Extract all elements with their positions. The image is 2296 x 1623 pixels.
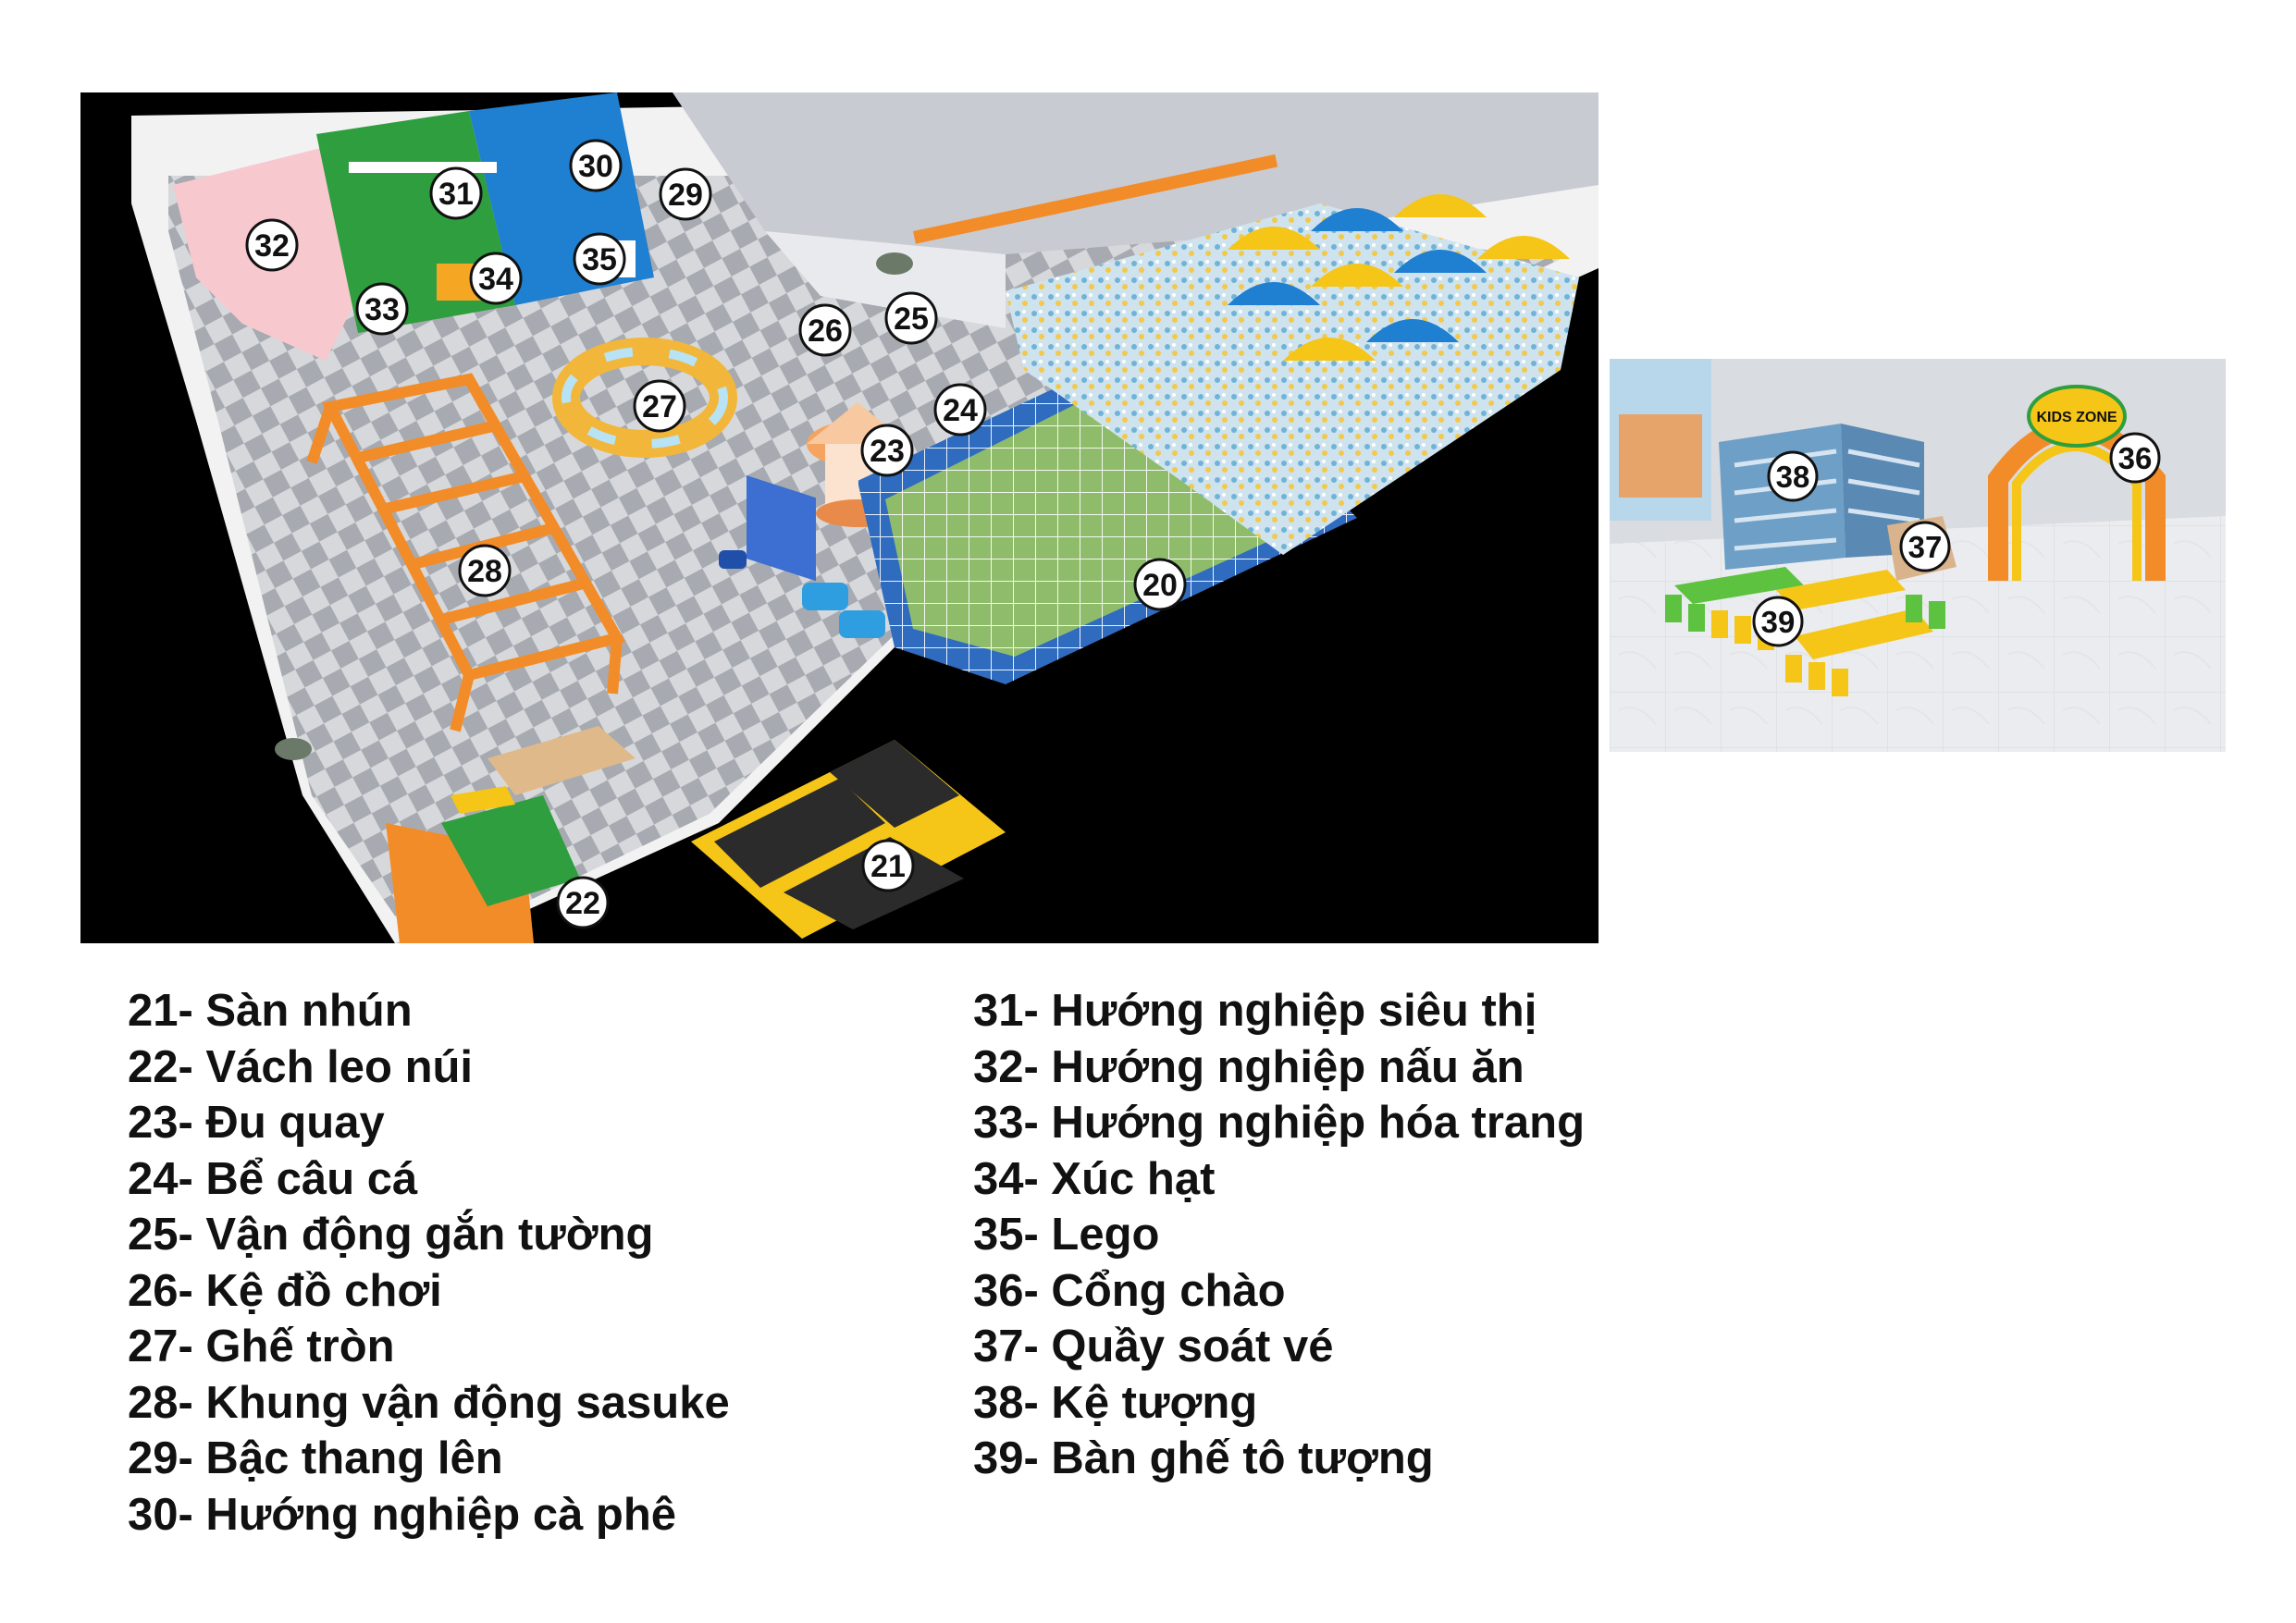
badge-30 — [571, 141, 621, 191]
badge-25 — [886, 293, 936, 343]
svg-text:34: 34 — [478, 262, 513, 297]
toy-car-2 — [839, 610, 885, 638]
svg-text:24: 24 — [943, 393, 978, 428]
cloud-deco-2 — [876, 252, 913, 275]
svg-text:26: 26 — [808, 314, 843, 349]
legend-item: 25- Vận động gắn tường — [128, 1210, 654, 1260]
legend-item: 34- Xúc hạt — [973, 1153, 1216, 1204]
badge-37 — [1901, 523, 1949, 571]
legend-item: 36- Cổng chào — [973, 1265, 1286, 1316]
legend-item: 35- Lego — [973, 1210, 1160, 1260]
svg-text:29: 29 — [668, 178, 703, 213]
svg-text:25: 25 — [894, 301, 929, 337]
badge-36 — [2111, 434, 2159, 482]
svg-text:23: 23 — [870, 434, 905, 469]
legend-item: 37- Quầy soát vé — [973, 1322, 1334, 1371]
legend-item: 39- Bàn ghế tô tượng — [973, 1433, 1434, 1483]
badge-39 — [1754, 597, 1802, 646]
badge-24 — [935, 385, 985, 435]
side-area-render — [1610, 359, 2226, 752]
legend-right-column — [973, 983, 1806, 1487]
legend-item: 22- Vách leo núi — [128, 1041, 474, 1092]
svg-text:28: 28 — [467, 554, 502, 589]
badge-33 — [357, 284, 407, 334]
main-render-svg — [80, 92, 1599, 943]
toy-horse — [719, 550, 747, 569]
badge-31 — [431, 168, 481, 218]
legend-item: 26- Kệ đồ chơi — [128, 1265, 442, 1316]
legend-item: 30- Hướng nghiệp cà phê — [128, 1489, 677, 1540]
svg-text:20: 20 — [1142, 568, 1178, 603]
badge-20 — [1135, 559, 1185, 609]
main-floor-plan-render — [80, 92, 1599, 943]
side-render-svg — [1610, 359, 2226, 752]
badge-27 — [635, 381, 685, 431]
legend-item: 31- Hướng nghiệp siêu thị — [973, 986, 1537, 1036]
legend-item: 21- Sàn nhún — [128, 986, 413, 1036]
svg-text:35: 35 — [582, 242, 617, 277]
svg-text:27: 27 — [642, 389, 677, 424]
legend-item: 32- Hướng nghiệp nấu ăn — [973, 1041, 1524, 1092]
badge-34 — [471, 253, 521, 303]
kids-zone-text: KIDS ZONE — [2036, 410, 2117, 425]
legend-item: 23- Đu quay — [128, 1098, 385, 1148]
shelf-strip — [349, 162, 497, 173]
badge-38 — [1769, 452, 1817, 500]
left-wall-poster-inner — [1619, 414, 1702, 498]
legend-left-column — [128, 983, 942, 1543]
svg-text:33: 33 — [364, 292, 400, 327]
svg-text:31: 31 — [438, 177, 474, 212]
svg-text:21: 21 — [870, 849, 906, 884]
badge-23 — [862, 425, 912, 475]
svg-text:30: 30 — [578, 149, 613, 184]
badge-35 — [574, 234, 624, 284]
svg-text:37: 37 — [1907, 530, 1943, 564]
svg-text:22: 22 — [565, 886, 600, 921]
badge-26 — [800, 305, 850, 355]
svg-text:36: 36 — [2117, 441, 2153, 475]
legend-item: 33- Hướng nghiệp hóa trang — [973, 1098, 1586, 1148]
badge-29 — [660, 169, 710, 219]
legend-item: 38- Kệ tượng — [973, 1377, 1258, 1428]
cloud-deco — [275, 738, 312, 760]
legend-item: 27- Ghế tròn — [128, 1322, 395, 1371]
legend-item: 29- Bậc thang lên — [128, 1433, 503, 1483]
legend-item: 28- Khung vận động sasuke — [128, 1377, 730, 1428]
svg-text:38: 38 — [1775, 460, 1810, 494]
badge-22 — [558, 878, 608, 928]
toy-car — [802, 583, 848, 610]
svg-text:39: 39 — [1760, 605, 1796, 639]
badge-21 — [863, 841, 913, 891]
svg-text:32: 32 — [254, 228, 290, 264]
badge-32 — [247, 220, 297, 270]
legend-item: 24- Bể câu cá — [128, 1153, 418, 1204]
badge-28 — [460, 546, 510, 596]
